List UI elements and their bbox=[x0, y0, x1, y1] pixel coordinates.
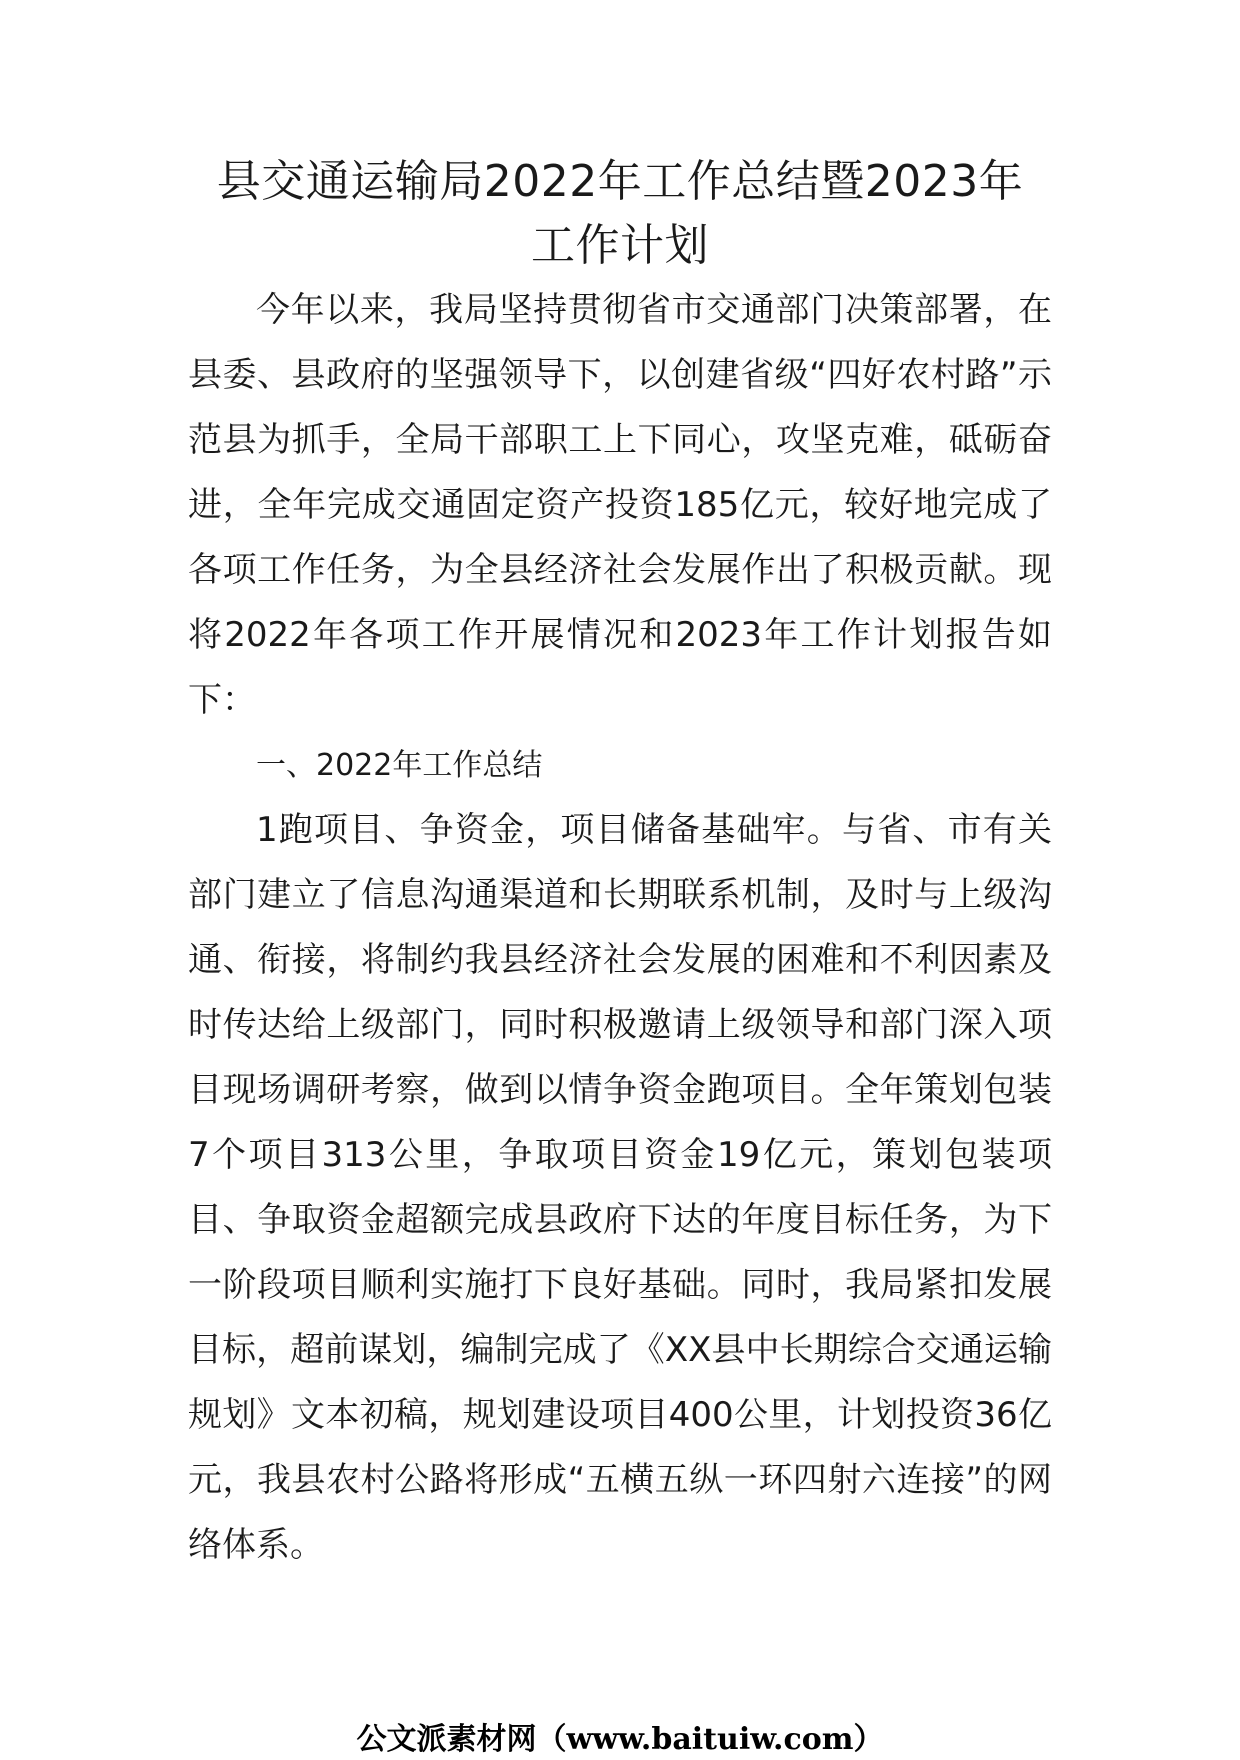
document-title bbox=[188, 150, 1052, 278]
title-line-2: 工作计划 bbox=[531, 220, 709, 271]
document-page bbox=[188, 150, 1052, 1578]
section-heading: 一、2022年工作总结 bbox=[256, 748, 543, 783]
source-watermark: 公文派素材网（www.baituiw.com） bbox=[356, 1722, 884, 1757]
intro-paragraph: 今年以来，我局坚持贯彻省市交通部门决策部署，在县委、县政府的坚强领导下，以创建省级“四好农村路”示范县为抓手，全局干部职工上下同心，攻坚克难，砥砺奋进，全年完成交通固定资产投资185亿元，较好地完成了各项工作任务，为全县经济社会发展作出了积极贡献。现将2022年各项工作开展情况和2023年工作计划报告如下： bbox=[188, 290, 1052, 720]
title-line-1: 县交通运输局2022年工作总结暨2023年 bbox=[216, 156, 1024, 207]
body-paragraph: 1跑项目、争资金，项目储备基础牢。与省、市有关部门建立了信息沟通渠道和长期联系机制，及时与上级沟通、衔接，将制约我县经济社会发展的困难和不利因素及时传达给上级部门，同时积极邀请上级领导和部门深入项目现场调研考察，做到以情争资金跑项目。全年策划包装7个项目313公里，争取项目资金19亿元，策划包装项目、争取资金超额完成县政府下达的年度目标任务，为下一阶段项目顺利实施打下良好基础。同时，我局紧扣发展目标，超前谋划，编制完成了《XX县中长期综合交通运输规划》文本初稿，规划建设项目400公里，计划投资36亿元，我县农村公路将形成“五横五纵一环四射六连接”的网络体系。 bbox=[188, 810, 1052, 1565]
